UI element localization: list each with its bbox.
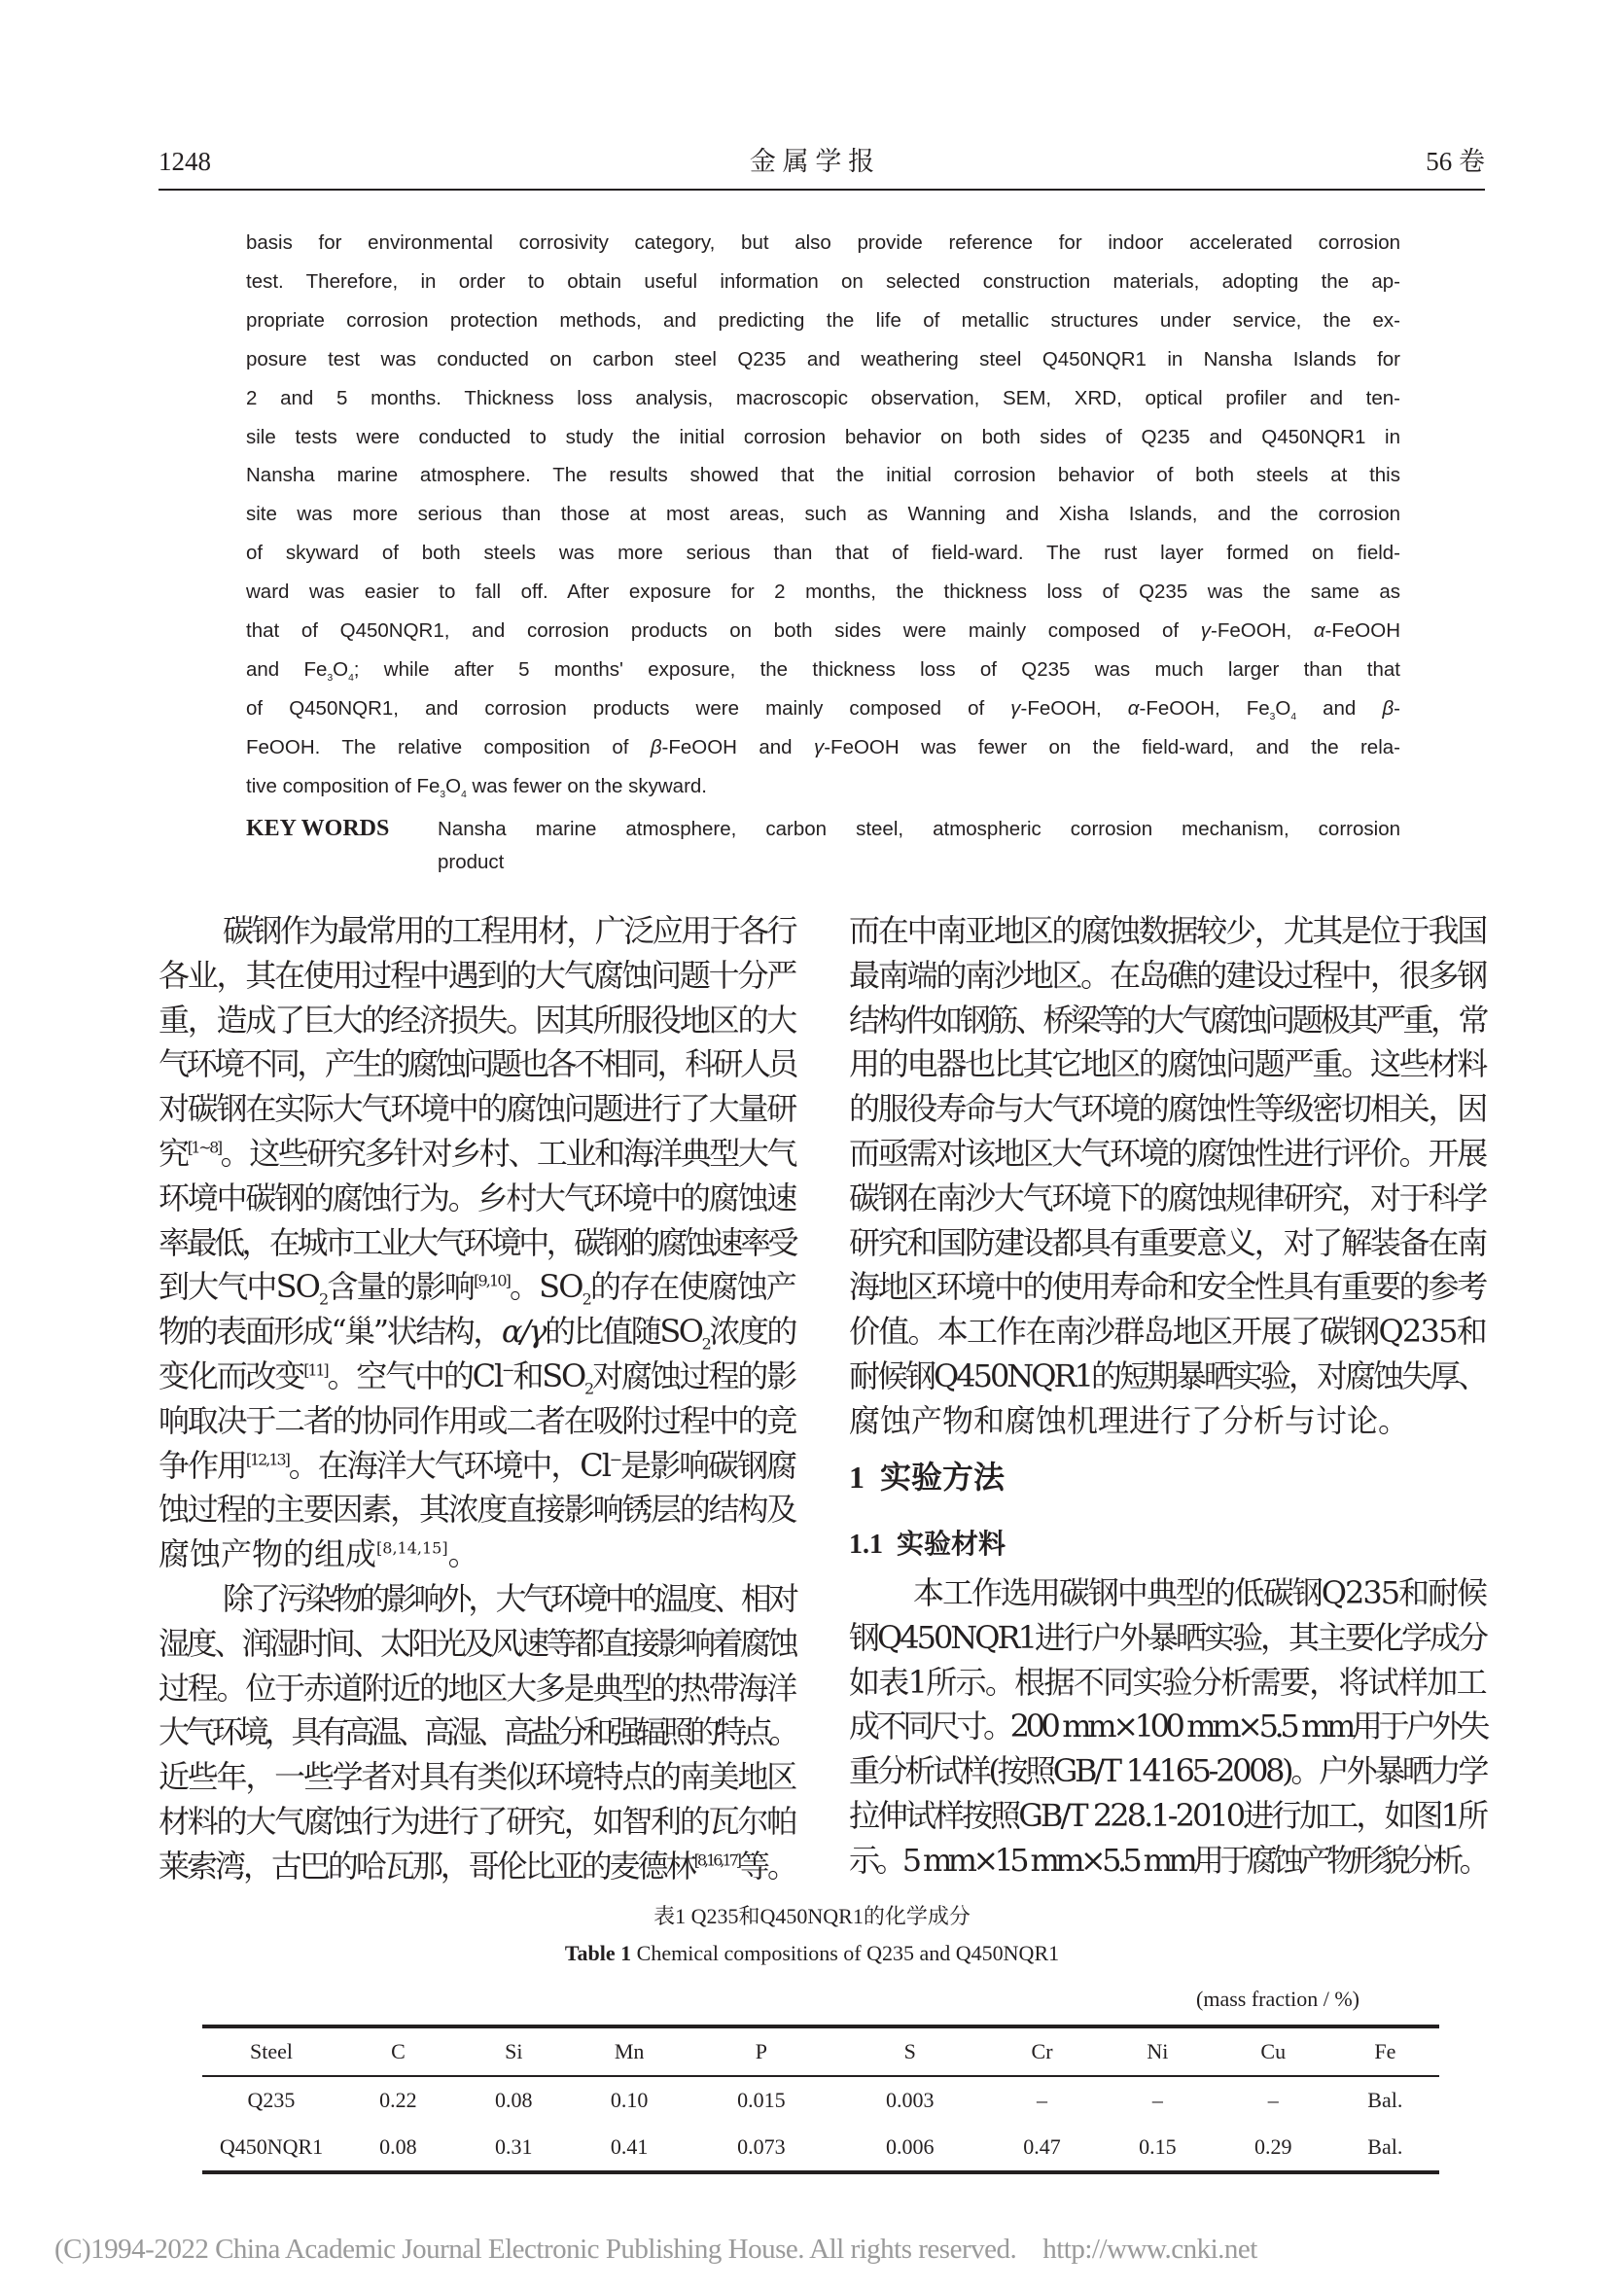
body-line bbox=[849, 1180, 1486, 1216]
text-run: γ bbox=[813, 735, 825, 758]
body-line bbox=[159, 1625, 795, 1662]
body-line bbox=[159, 1670, 795, 1707]
text-run: -FeOOH bbox=[1324, 619, 1400, 642]
body-line bbox=[849, 1002, 1486, 1039]
text-run: ; while after 5 months' exposure, the thickness loss of Q235 was much larger than that bbox=[353, 657, 1400, 681]
table-cell: 0.08 bbox=[379, 2134, 417, 2159]
text-run: 重，造成了巨大的经济损失。因其所服役地区的大 bbox=[159, 1001, 795, 1039]
abstract-line bbox=[246, 580, 1400, 605]
text-run: -FeOOH, Fe bbox=[1139, 696, 1270, 720]
composition-table bbox=[202, 2025, 1439, 2174]
abstract-line bbox=[246, 230, 1400, 256]
body-line bbox=[849, 1357, 1486, 1394]
table-cell: 0.15 bbox=[1139, 2134, 1177, 2159]
abstract-line bbox=[246, 618, 1400, 644]
text-run: -FeOOH, bbox=[1211, 619, 1314, 642]
text-run: 浓度的 bbox=[709, 1313, 795, 1351]
text-run: 碳钢在南沙大气环境下的腐蚀规律研究，对于科学 bbox=[849, 1179, 1486, 1216]
table-cell: 0.006 bbox=[885, 2134, 935, 2159]
abstract-line bbox=[246, 696, 1400, 722]
table-cell: – bbox=[1151, 2088, 1163, 2112]
text-run: α/γ bbox=[501, 1313, 546, 1351]
text-run: γ bbox=[1200, 619, 1212, 642]
column-header: Ni bbox=[1147, 2039, 1169, 2063]
text-run: and Fe bbox=[246, 657, 328, 681]
text-run: 湿度、润湿时间、太阳光及风速等都直接影响着腐蚀 bbox=[159, 1624, 795, 1662]
table-caption-en bbox=[326, 1941, 1298, 1966]
body-line bbox=[849, 1313, 1486, 1350]
keywords-text-continued: product bbox=[438, 851, 505, 873]
body-line bbox=[159, 1135, 795, 1172]
text-run: FeOOH. The relative composition of bbox=[246, 735, 651, 758]
body-line bbox=[849, 1268, 1486, 1305]
text-run: and bbox=[1296, 696, 1383, 720]
journal-title: 金 属 学 报 bbox=[749, 147, 875, 176]
table-cell: Q450NQR1 bbox=[219, 2134, 324, 2159]
body-line bbox=[159, 1180, 795, 1216]
text-run: 究 bbox=[159, 1135, 188, 1172]
text-run: 是影响碳钢腐 bbox=[620, 1446, 795, 1484]
text-run: α bbox=[1127, 696, 1140, 720]
text-run: 腐蚀产物和腐蚀机理进行了分析与讨论。 bbox=[849, 1401, 1410, 1439]
body-line bbox=[849, 912, 1486, 949]
text-run: site was more serious than those at most areas, such as Wanning and Xisha Islands, and the corrosion bbox=[246, 503, 1400, 526]
abstract-line bbox=[246, 463, 1400, 488]
body-line bbox=[849, 1045, 1486, 1082]
body-line bbox=[159, 1803, 795, 1840]
table-cell: Bal. bbox=[1367, 2088, 1403, 2112]
text-run: 近些年，一些学者对具有类似环境特点的南美地区 bbox=[159, 1758, 795, 1796]
superscript: [1~8] bbox=[187, 1138, 221, 1157]
abstract-line bbox=[246, 425, 1400, 450]
table-cell: 0.073 bbox=[737, 2134, 786, 2159]
table-unit: (mass fraction / %) bbox=[1196, 1987, 1359, 2011]
superscript: [11] bbox=[303, 1360, 328, 1380]
text-run: O bbox=[333, 657, 349, 681]
text-run: β bbox=[1382, 696, 1395, 720]
text-run: 物的表面形成“巢”状结构， bbox=[159, 1313, 502, 1351]
text-run: 最南端的南沙地区。在岛礁的建设过程中，很多钢 bbox=[849, 956, 1486, 994]
text-run: 腐蚀产物的组成 bbox=[159, 1535, 377, 1573]
table-caption-label: Table 1 bbox=[564, 1941, 632, 1965]
table-cell: 0.003 bbox=[885, 2088, 935, 2112]
subsection-heading: 1.1 实验材料 bbox=[849, 1530, 1006, 1560]
text-run: 争作用 bbox=[159, 1446, 246, 1484]
body-line bbox=[159, 1713, 795, 1750]
body-line bbox=[159, 1758, 795, 1795]
column-header: Fe bbox=[1374, 2039, 1396, 2063]
table-cell: 0.10 bbox=[610, 2088, 649, 2112]
table-caption-cn: 表1 Q235和Q450NQR1的化学成分 bbox=[653, 1904, 971, 1928]
section-heading: 1 实验方法 bbox=[849, 1460, 1006, 1495]
body-line bbox=[159, 1224, 795, 1261]
superscript: − bbox=[609, 1449, 621, 1468]
text-run: sile tests were conducted to study the initial corrosion behavior on both sides of Q235 and Q450NQR1 in bbox=[246, 425, 1400, 448]
text-run: 和SO bbox=[512, 1357, 585, 1394]
text-run: 。SO bbox=[510, 1268, 583, 1306]
superscript: [8,16,17] bbox=[693, 1850, 740, 1870]
text-run: Nansha marine atmosphere. The results showed that the initial corrosion behavior of both steels at this bbox=[246, 464, 1400, 487]
text-run: γ bbox=[1010, 696, 1021, 720]
text-run: 的比值随SO bbox=[545, 1313, 702, 1351]
text-run: -FeOOH was fewer on the field-ward, and the rela- bbox=[824, 735, 1400, 758]
superscript: [8,14,15] bbox=[376, 1538, 448, 1558]
column-header: Steel bbox=[250, 2039, 293, 2063]
text-run: of skyward of both steels was more serious than that of field-ward. The rust layer formed on field- bbox=[246, 542, 1400, 565]
column-header: Cr bbox=[1031, 2039, 1053, 2063]
text-run: -FeOOH, bbox=[1020, 696, 1128, 720]
body-line bbox=[159, 1535, 795, 1572]
text-run: 研究和国防建设都具有重要意义，对了解装备在南 bbox=[849, 1223, 1486, 1261]
table-cell: 0.22 bbox=[379, 2088, 417, 2112]
body-line bbox=[849, 1402, 1486, 1439]
table-cell: 0.015 bbox=[737, 2088, 786, 2112]
text-run: ward was easier to fall off. After exposure for 2 months, the thickness loss of Q235 was the same as bbox=[246, 581, 1400, 604]
text-run: was fewer on the skyward. bbox=[466, 774, 708, 797]
text-run: that of Q450NQR1, and corrosion products on both sides were mainly composed of bbox=[246, 619, 1201, 642]
superscript: [9,10] bbox=[474, 1271, 511, 1290]
text-run: 大气环境，具有高温、高湿、高盐分和强辐照的特点。 bbox=[159, 1713, 795, 1751]
text-run: 如表1所示。根据不同实验分析需要，将试样加工 bbox=[849, 1663, 1486, 1701]
body-line bbox=[849, 1708, 1486, 1744]
abstract-line bbox=[246, 774, 1400, 799]
body-line bbox=[849, 957, 1486, 994]
body-line bbox=[849, 1090, 1486, 1127]
volume-label: 56 卷 bbox=[1426, 147, 1485, 176]
text-run: 的服役寿命与大气环境的腐蚀性等级密切相关，因 bbox=[849, 1090, 1486, 1128]
text-run: O bbox=[1275, 696, 1291, 720]
body-line bbox=[159, 1491, 795, 1528]
subscript: 2 bbox=[701, 1334, 710, 1354]
text-run: 结构件如钢筋、桥梁等的大气腐蚀问题极其严重，常 bbox=[849, 1001, 1486, 1039]
text-run: 响取决于二者的协同作用或二者在吸附过程中的竞 bbox=[159, 1401, 795, 1439]
text-run: 莱索湾，古巴的哈瓦那，哥伦比亚的麦德林 bbox=[159, 1847, 694, 1885]
body-line bbox=[159, 1848, 795, 1885]
subscript: 3 bbox=[1269, 711, 1276, 722]
superscript: [12,13] bbox=[245, 1449, 289, 1468]
text-run: 成不同尺寸。200 mm×100 mm×5.5 mm用于户外失 bbox=[849, 1708, 1486, 1745]
table-caption-text: Chemical compositions of Q235 and Q450NQR1 bbox=[631, 1941, 1060, 1965]
text-run: -FeOOH and bbox=[661, 735, 814, 758]
text-run: 。 bbox=[447, 1535, 479, 1573]
table-header-row bbox=[202, 2026, 1439, 2076]
body-line bbox=[159, 912, 795, 949]
subscript: 4 bbox=[1290, 711, 1297, 722]
column-header: S bbox=[903, 2039, 916, 2063]
text-run: propriate corrosion protection methods, and predicting the life of metallic structures under service, the ex- bbox=[246, 308, 1400, 332]
subscript: 2 bbox=[584, 1379, 593, 1398]
table-cell: Q235 bbox=[247, 2088, 296, 2112]
column-header: Si bbox=[505, 2039, 523, 2063]
body-line bbox=[849, 1752, 1486, 1789]
body-line bbox=[159, 1580, 795, 1617]
body-line bbox=[849, 1224, 1486, 1261]
abstract-line bbox=[246, 735, 1400, 760]
subscript: 2 bbox=[582, 1289, 590, 1309]
text-run: 耐候钢Q450NQR1的短期暴晒实验，对腐蚀失厚、 bbox=[849, 1357, 1486, 1394]
body-line bbox=[849, 1797, 1486, 1834]
subscript: 2 bbox=[319, 1289, 328, 1309]
subscript: 3 bbox=[327, 672, 334, 684]
body-line bbox=[159, 1402, 795, 1439]
text-run: 而在中南亚地区的腐蚀数据较少，尤其是位于我国 bbox=[849, 912, 1486, 949]
table-cell: Bal. bbox=[1367, 2134, 1403, 2159]
table-cell: 0.31 bbox=[495, 2134, 533, 2159]
text-run: 。空气中的Cl bbox=[327, 1357, 503, 1394]
column-header: Cu bbox=[1260, 2039, 1287, 2063]
abstract-line bbox=[246, 541, 1400, 566]
text-run: 过程。位于赤道附近的地区大多是典型的热带海洋 bbox=[159, 1669, 795, 1707]
text-run: 含量的影响 bbox=[327, 1268, 475, 1306]
table-row bbox=[202, 2076, 1439, 2124]
body-line bbox=[159, 1357, 795, 1398]
body-line bbox=[849, 1574, 1486, 1611]
body-line bbox=[159, 1447, 795, 1484]
body-line bbox=[159, 1002, 795, 1039]
text-run: 海地区环境中的使用寿命和安全性具有重要的参考 bbox=[849, 1268, 1486, 1306]
text-run: - bbox=[1394, 696, 1400, 720]
superscript: − bbox=[502, 1360, 513, 1380]
table-row bbox=[202, 2124, 1439, 2172]
page-number: 1248 bbox=[159, 147, 211, 176]
body-line bbox=[849, 1842, 1486, 1879]
column-header: P bbox=[755, 2039, 768, 2063]
body-line bbox=[159, 1090, 795, 1127]
table-cell: 0.08 bbox=[495, 2088, 533, 2112]
text-run: 各业，其在使用过程中遇到的大气腐蚀问题十分严 bbox=[159, 956, 795, 994]
text-run: 钢Q450NQR1进行户外暴晒实验，其主要化学成分 bbox=[849, 1618, 1486, 1656]
abstract-line bbox=[246, 308, 1400, 334]
text-run: of Q450NQR1, and corrosion products were mainly composed of bbox=[246, 696, 1011, 720]
text-run: 拉伸试样按照GB/T 228.1-2010进行加工，如图1所 bbox=[849, 1797, 1486, 1834]
text-run: 示。5 mm×15 mm×5.5 mm用于腐蚀产物形貌分析。 bbox=[849, 1841, 1486, 1879]
subscript: 4 bbox=[461, 789, 467, 800]
text-run: 。在海洋大气环境中，Cl bbox=[288, 1446, 610, 1484]
copyright-footer: (C)1994-2022 China Academic Journal Electronic Publishing House. All rights reserved. http://www.cnki.net bbox=[54, 2234, 1257, 2265]
text-run: 。这些研究多针对乡村、工业和海洋典型大气 bbox=[220, 1135, 795, 1172]
table-cell: – bbox=[1037, 2088, 1048, 2112]
abstract-line bbox=[246, 269, 1400, 295]
text-run: posure test was conducted on carbon steel Q235 and weathering steel Q450NQR1 in Nansha Islands for bbox=[246, 347, 1400, 370]
keywords-label: KEY WORDS bbox=[246, 816, 390, 841]
text-run: 2 and 5 months. Thickness loss analysis, macroscopic observation, SEM, XRD, optical profiler and ten- bbox=[246, 386, 1400, 409]
text-run: 到大气中SO bbox=[159, 1268, 320, 1306]
text-run: 碳钢作为最常用的工程用材，广泛应用于各行 bbox=[223, 912, 795, 949]
text-run: β bbox=[650, 735, 662, 758]
body-line bbox=[159, 1268, 795, 1309]
body-line bbox=[159, 957, 795, 994]
body-line bbox=[849, 1135, 1486, 1172]
table-cell: 0.29 bbox=[1253, 2134, 1292, 2159]
body-line bbox=[849, 1619, 1486, 1656]
text-run: α bbox=[1313, 619, 1325, 642]
text-run: test. Therefore, in order to obtain useful information on selected construction materials, adopting the ap- bbox=[246, 269, 1400, 293]
text-run: 气环境不同，产生的腐蚀问题也各不相同，科研人员 bbox=[159, 1045, 795, 1083]
text-run: 除了污染物的影响外，大气环境中的温度、相对 bbox=[223, 1580, 795, 1617]
text-run: 率最低，在城市工业大气环境中，碳钢的腐蚀速率受 bbox=[159, 1223, 795, 1261]
table-cell: 0.41 bbox=[610, 2134, 649, 2159]
text-run: 本工作选用碳钢中典型的低碳钢Q235和耐候 bbox=[913, 1574, 1486, 1611]
text-run: 用的电器也比其它地区的腐蚀问题严重。这些材料 bbox=[849, 1045, 1486, 1083]
body-line bbox=[849, 1664, 1486, 1701]
text-run: 价值。本工作在南沙群岛地区开展了碳钢Q235和 bbox=[849, 1313, 1486, 1351]
text-run: 而亟需对该地区大气环境的腐蚀性进行评价。开展 bbox=[849, 1135, 1486, 1172]
abstract-line bbox=[246, 386, 1400, 411]
subscript: 4 bbox=[348, 672, 354, 684]
subscript: 3 bbox=[440, 789, 446, 800]
body-line bbox=[159, 1045, 795, 1082]
body-line bbox=[159, 1313, 795, 1354]
abstract-line bbox=[246, 502, 1400, 527]
text-run: 等。 bbox=[739, 1847, 795, 1885]
column-header: Mn bbox=[614, 2039, 645, 2063]
text-run: 蚀过程的主要因素，其浓度直接影响锈层的结构及 bbox=[159, 1491, 795, 1529]
text-run: basis for environmental corrosivity category, but also provide reference for indoor accelerated corrosion bbox=[246, 231, 1400, 254]
column-header: C bbox=[391, 2039, 406, 2063]
text-run: 材料的大气腐蚀行为进行了研究，如智利的瓦尔帕 bbox=[159, 1803, 795, 1840]
keywords-text: Nansha marine atmosphere, carbon steel, atmospheric corrosion mechanism, corrosion bbox=[438, 818, 1400, 840]
text-run: 对碳钢在实际大气环境中的腐蚀问题进行了大量研 bbox=[159, 1090, 795, 1128]
text-run: 的存在使腐蚀产 bbox=[589, 1268, 795, 1306]
header-rule bbox=[159, 189, 1485, 191]
table-cell: – bbox=[1267, 2088, 1279, 2112]
text-run: 环境中碳钢的腐蚀行为。乡村大气环境中的腐蚀速 bbox=[159, 1179, 795, 1216]
text-run: 变化而改变 bbox=[159, 1357, 304, 1394]
text-run: 对腐蚀过程的影 bbox=[592, 1357, 795, 1394]
abstract-line bbox=[246, 657, 1400, 683]
text-run: O bbox=[445, 774, 462, 797]
abstract-line bbox=[246, 347, 1400, 372]
text-run: tive composition of Fe bbox=[246, 774, 441, 797]
text-run: 重分析试样(按照GB/T 14165-2008)。户外暴晒力学 bbox=[849, 1752, 1486, 1790]
table-cell: 0.47 bbox=[1023, 2134, 1061, 2159]
